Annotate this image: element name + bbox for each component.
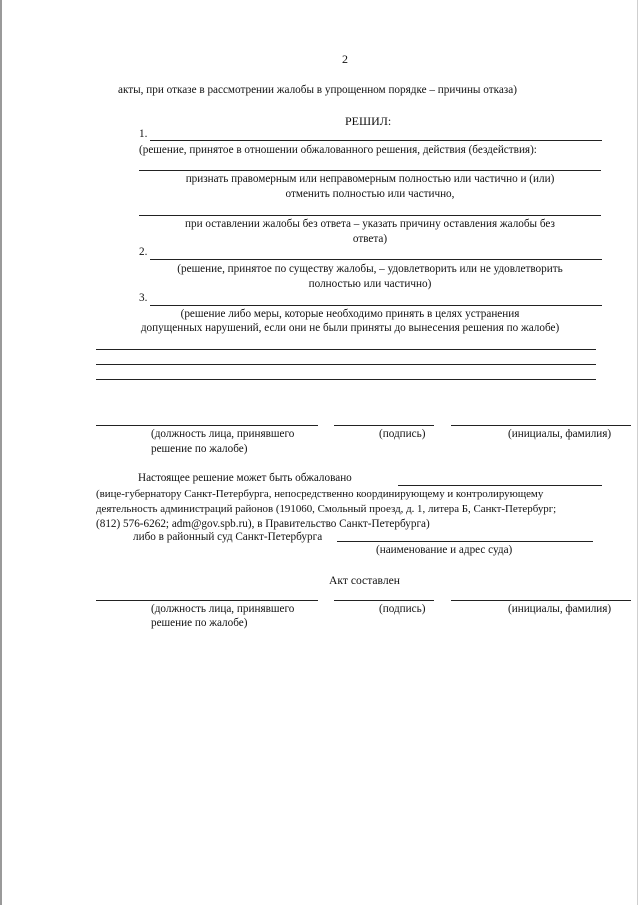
- sig1-position-line: [96, 425, 318, 426]
- item1-option-a-line1: признать правомерным или неправомерным полностью или частично и (или): [185, 173, 555, 185]
- item1-option-a-line: [139, 170, 601, 171]
- item1-blank-line: [150, 140, 602, 141]
- sig2-position-line: [96, 600, 318, 601]
- page-number: 2: [342, 52, 348, 66]
- item2-caption-line1: (решение, принятое по существу жалобы, – удовлетворить или не удовлетворить: [177, 263, 563, 275]
- item1-option-b-line2: ответа): [352, 233, 388, 245]
- appeal-line2: (вице-губернатору Санкт-Петербурга, непосредственно координирующему и контролирующему: [96, 488, 544, 500]
- sig2-position-caption-line1: (должность лица, принявшего: [151, 603, 295, 615]
- intro-text: акты, при отказе в рассмотрении жалобы в упрощенном порядке – причины отказа): [118, 84, 517, 96]
- blank-line-1: [96, 349, 596, 350]
- blank-line-2: [96, 364, 596, 365]
- item3-blank-line: [150, 305, 602, 306]
- item2-number: 2.: [139, 246, 148, 258]
- sig2-position-caption-line2: решение по жалобе): [151, 617, 248, 629]
- item3-caption-line1: (решение либо меры, которые необходимо принять в целях устранения: [180, 308, 520, 320]
- item1-option-b-line1: при оставлении жалобы без ответа – указать причину оставления жалобы без: [185, 218, 555, 230]
- act-heading: Акт составлен: [329, 574, 401, 587]
- sig1-position-caption-line1: (должность лица, принявшего: [151, 428, 295, 440]
- item1-caption: (решение, принятое в отношении обжалованного решения, действия (бездействия):: [139, 144, 537, 156]
- scan-right-edge: [637, 0, 638, 905]
- sig2-name-caption: (инициалы, фамилия): [508, 603, 612, 615]
- sig1-signature-caption: (подпись): [379, 428, 426, 440]
- scan-left-edge: [0, 0, 2, 905]
- sig1-position-caption-line2: решение по жалобе): [151, 443, 248, 455]
- sig1-name-line: [451, 425, 631, 426]
- item1-option-b-line: [139, 215, 601, 216]
- item2-blank-line: [150, 259, 602, 260]
- item3-number: 3.: [139, 292, 148, 304]
- sig1-signature-line: [334, 425, 434, 426]
- item1-number: 1.: [139, 128, 148, 140]
- appeal-line3: деятельность администраций районов (191060, Смольный проезд, д. 1, литера Б, Санкт-Петербург;: [96, 503, 557, 515]
- sig1-name-caption: (инициалы, фамилия): [508, 428, 612, 440]
- appeal-line1: Настоящее решение может быть обжаловано: [138, 472, 352, 484]
- decision-heading: РЕШИЛ:: [345, 114, 392, 128]
- item2-caption-line2: полностью или частично): [308, 278, 432, 290]
- appeal-blank-line: [398, 485, 602, 486]
- court-caption: (наименование и адрес суда): [376, 544, 513, 556]
- item1-option-a-line2: отменить полностью или частично,: [285, 188, 455, 200]
- sig2-name-line: [451, 600, 631, 601]
- court-blank-line: [337, 541, 593, 542]
- appeal-line5: либо в районный суд Санкт-Петербурга: [133, 531, 323, 543]
- sig2-signature-caption: (подпись): [379, 603, 426, 615]
- sig2-signature-line: [334, 600, 434, 601]
- blank-line-3: [96, 379, 596, 380]
- item3-caption-line2: допущенных нарушений, если они не были приняты до вынесения решения по жалобе): [140, 322, 560, 334]
- appeal-line4: (812) 576-6262; adm@gov.spb.ru), в Правительство Санкт-Петербурга): [96, 518, 430, 530]
